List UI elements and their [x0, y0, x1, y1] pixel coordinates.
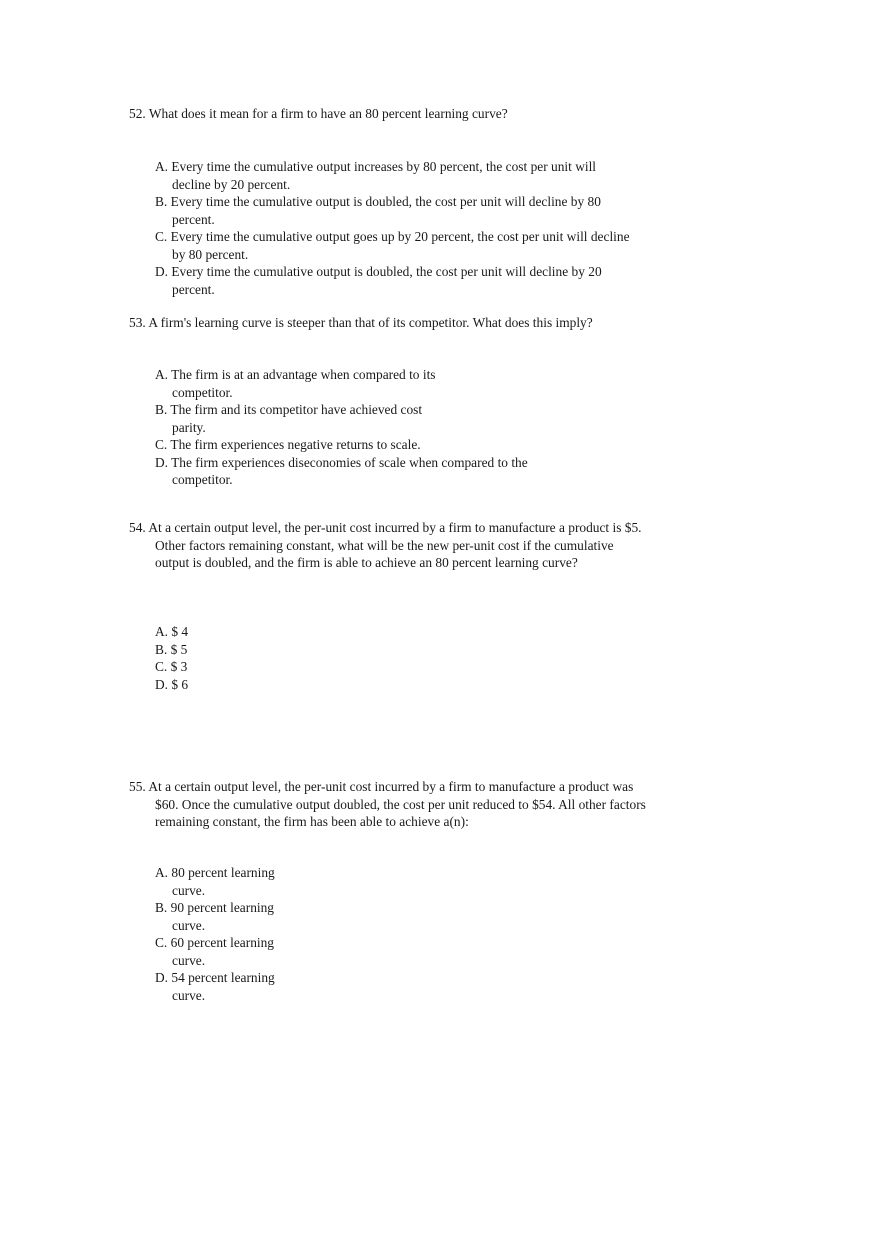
option-text: $ 5: [170, 641, 188, 657]
option-letter: D.: [155, 970, 172, 985]
option-c: [155, 934, 290, 969]
option-letter: B.: [155, 641, 171, 657]
option-c: [155, 228, 635, 263]
option-letter: B.: [155, 402, 171, 417]
option-letter: C.: [155, 935, 171, 950]
question-number: 55.: [129, 779, 149, 794]
option-d: [155, 676, 195, 694]
option-b: [155, 401, 437, 436]
option-c: [155, 658, 195, 676]
question-number: 52.: [129, 106, 149, 121]
question-text: A firm's learning curve is steeper than that of its competitor. What does this imply?: [148, 315, 593, 330]
option-letter: A.: [155, 159, 172, 174]
option-b: [155, 899, 290, 934]
option-d: [155, 454, 582, 489]
option-b: [155, 193, 635, 228]
answer-options-52: [155, 158, 635, 298]
option-letter: A.: [155, 367, 172, 382]
option-text: 90 percent learning curve.: [170, 900, 274, 933]
answer-options-54: [155, 623, 195, 693]
question-54: [129, 519, 649, 572]
option-text: 54 percent learning curve.: [171, 970, 275, 1003]
option-text: Every time the cumulative output is doubled, the cost per unit will decline by 80 percent.: [170, 194, 601, 227]
question-text: What does it mean for a firm to have an 80 percent learning curve?: [148, 106, 508, 121]
option-text: 60 percent learning curve.: [170, 935, 274, 968]
option-letter: C.: [155, 229, 171, 244]
option-a: [155, 158, 635, 193]
question-53: [129, 314, 649, 332]
option-letter: D.: [155, 454, 172, 470]
option-text: Every time the cumulative output increases by 80 percent, the cost per unit will decline by 20 percent.: [171, 159, 597, 192]
option-a: [155, 623, 195, 641]
option-text: Every time the cumulative output is doubled, the cost per unit will decline by 20 percent.: [171, 264, 602, 297]
option-text: The firm experiences diseconomies of scale when compared to the competitor.: [171, 454, 528, 487]
option-letter: D.: [155, 264, 172, 279]
option-text: The firm is at an advantage when compared to its competitor.: [171, 367, 436, 400]
option-b: [155, 641, 195, 659]
question-number: 53.: [129, 315, 149, 330]
option-letter: D.: [155, 676, 172, 692]
option-letter: B.: [155, 194, 171, 209]
question-number: 54.: [129, 520, 149, 535]
option-text: $ 6: [171, 676, 189, 692]
option-text: The firm experiences negative returns to scale.: [170, 437, 421, 452]
option-text: $ 3: [170, 659, 188, 674]
question-text: At a certain output level, the per-unit cost incurred by a firm to manufacture a product was $60. Once the cumulative output doubled, the cost per unit reduced to $54. All other factors remaining constant, the firm has been able to achieve a(n):: [148, 779, 646, 829]
question-52: [129, 105, 649, 123]
option-letter: A.: [155, 624, 172, 639]
option-letter: C.: [155, 659, 171, 674]
option-d: [155, 263, 635, 298]
option-a: [155, 366, 477, 401]
answer-options-55: [155, 864, 290, 1004]
option-letter: A.: [155, 865, 172, 880]
option-a: [155, 864, 290, 899]
question-55: [129, 778, 649, 831]
option-text: The firm and its competitor have achieved cost parity.: [170, 402, 423, 435]
answer-options-53: [155, 366, 582, 489]
option-text: 80 percent learning curve.: [171, 865, 275, 898]
question-text: At a certain output level, the per-unit cost incurred by a firm to manufacture a product is $5. Other factors remaining constant, what will be the new per-unit cost if the cumulative output is doubled, and the firm is able to achieve an 80 percent learning curve?: [148, 520, 642, 570]
option-text: Every time the cumulative output goes up by 20 percent, the cost per unit will decline by 80 percent.: [170, 229, 630, 262]
option-text: $ 4: [171, 624, 189, 639]
option-letter: B.: [155, 900, 171, 915]
option-letter: C.: [155, 437, 171, 452]
option-d: [155, 969, 290, 1004]
option-c: [155, 436, 427, 454]
